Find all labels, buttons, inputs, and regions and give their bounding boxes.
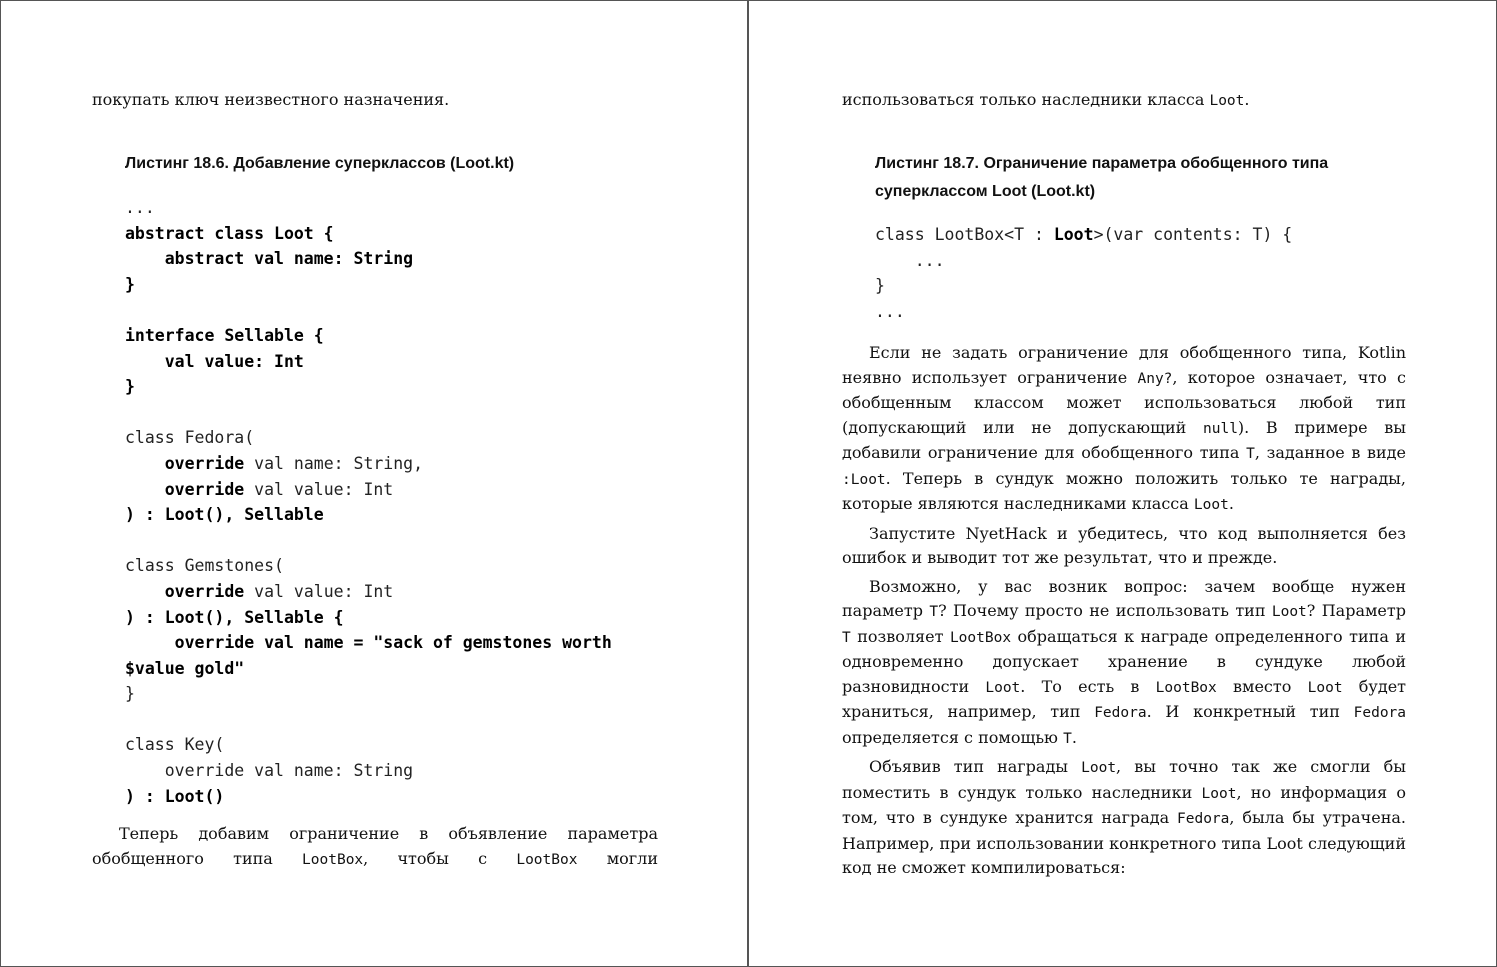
text-run: ? Почему просто не использовать тип [938, 601, 1272, 620]
listing-18-7-caption [875, 150, 1395, 206]
page-divider [747, 0, 749, 967]
text-run: . Теперь в сундук можно положить только те награды, которые являются наследниками класса [842, 468, 1406, 513]
code-line: class Fedora( [125, 428, 255, 448]
code-line: override val name = "sack of gemstones worth [125, 633, 612, 653]
code-line: } [875, 276, 885, 296]
code-line: } [125, 274, 135, 294]
code-t: T [929, 604, 939, 620]
code-lootbox: LootBox [302, 851, 364, 868]
text-run: обращаться к награде определенного типа и одновременно допускает хранение в сундуке любой разновидности [842, 626, 1406, 696]
code-fedora: Fedora [1177, 811, 1230, 827]
code-line [875, 222, 1292, 248]
code-line: ) : Loot() [125, 786, 225, 806]
text-run: позволяет [850, 626, 950, 646]
code-loot: Loot [1193, 497, 1229, 513]
code-loot: Loot [1307, 679, 1343, 696]
text-run: Если не задать ограничение для обобщенного типа, Kotlin неявно использует ограничение [842, 343, 1406, 387]
code-run: class LootBox<T : [875, 225, 1054, 244]
code-line [125, 707, 612, 733]
code-t: T [842, 629, 851, 646]
text-run: , которое означает, что с обобщенным классом может использоваться любой тип (допускающий или не допускающий [842, 367, 1407, 437]
text-run: , но информация о том, что в сундуке хранится награда [842, 782, 1407, 827]
code-lootbox: LootBox [949, 629, 1012, 646]
text-run: . [1244, 90, 1250, 109]
code-line: override val value: Int [164, 479, 394, 499]
code-lootbox: LootBox [516, 851, 578, 868]
left-page [92, 0, 658, 967]
code-line: override val name: String [125, 761, 414, 781]
code-line [125, 400, 612, 426]
code-run: >(var contents: T) { [1093, 225, 1293, 244]
code-fedora: Fedora [1094, 705, 1147, 721]
text-run: , чтобы с [363, 848, 488, 868]
code-t: T [1063, 730, 1072, 747]
code-line: ... [875, 250, 945, 270]
code-line: ) : Loot(), Sellable { [125, 607, 344, 627]
code-loot: Loot [1081, 760, 1117, 776]
text-run: обобщенного типа [92, 848, 273, 868]
code-loot: Loot [1201, 785, 1237, 802]
text-run: ). В примере вы добавили ограничение для обобщенного типа [842, 417, 1406, 462]
text-run: ? Параметр [1306, 601, 1406, 620]
left-bottom-line1: Теперь добавим ограничение в объявление параметра [119, 824, 658, 843]
text-run: , была бы утрачена. Например, при использовании конкретного типа Loot следующий код не сможет компилироваться: [842, 808, 1406, 877]
text-run: будет храниться, например, тип [842, 676, 1407, 721]
code-t: T [1246, 446, 1255, 462]
text-run: . То есть в [1020, 676, 1156, 696]
text-run: Объявив тип награды [869, 757, 1082, 776]
code-line [125, 297, 612, 323]
code-line: override val value: Int [164, 581, 394, 601]
left-top-text: покупать ключ неизвестного назначения. [92, 90, 450, 109]
paragraph-3 [842, 575, 1406, 752]
code-any: Any? [1137, 370, 1173, 387]
text-run: . [1228, 494, 1234, 513]
text-run: использоваться только наследники класса [842, 90, 1205, 109]
code-null: null [1203, 420, 1238, 437]
text-run: вместо [1216, 676, 1308, 696]
code-line: abstract class Loot { [125, 223, 334, 243]
text-run: , вы точно так же смогли бы поместить в сундук только наследники [842, 757, 1406, 802]
text-run: определяется с помощью [842, 727, 1064, 747]
right-top-text [842, 88, 1249, 114]
text-run: . И конкретный тип [1146, 702, 1354, 721]
code-line: } [125, 377, 135, 397]
code-run-bold: Loot [1053, 225, 1094, 244]
code-fedora: Fedora [1353, 705, 1407, 721]
paragraph-4 [842, 755, 1406, 881]
text-run: Возможно, у вас возник вопрос: зачем вообще нужен параметр [842, 576, 1406, 620]
listing-18-7-code [875, 222, 1292, 324]
code-loot: Loot [1271, 604, 1307, 620]
left-bottom-line2 [92, 847, 658, 873]
caption-line: Листинг 18.7. Ограничение параметра обобщенного типа [875, 155, 1329, 172]
listing-18-6-caption: Листинг 18.6. Добавление суперклассов (Loot.kt) [125, 155, 515, 172]
code-line: abstract val name: String [125, 249, 414, 269]
paragraph-1 [842, 341, 1406, 518]
code-line: val value: Int [125, 351, 304, 371]
code-line: } [125, 684, 135, 704]
text-run: . [1071, 727, 1077, 747]
right-page [842, 0, 1406, 967]
code-line [125, 528, 612, 554]
code-line: class Key( [125, 735, 225, 755]
code-line: $value gold" [125, 658, 245, 678]
code-line: ... [875, 301, 905, 321]
text-run: , заданное в виде [1254, 443, 1406, 462]
code-line: class Gemstones( [125, 556, 284, 576]
listing-18-6-code [125, 195, 612, 809]
code-loot: Loot [1209, 93, 1245, 109]
caption-line: суперклассом Loot (Loot.kt) [875, 183, 1096, 200]
code-line: ) : Loot(), Sellable [125, 505, 324, 525]
code-loot-bound: :Loot [842, 471, 886, 488]
code-line: ... [125, 198, 155, 217]
code-line: override val name: String, [164, 453, 424, 473]
paragraph-2: Запустите NyetHack и убедитесь, что код выполняется без ошибок и выводит тот же результат, что и прежде. [842, 523, 1406, 567]
code-loot: Loot [985, 679, 1021, 696]
code-line: interface Sellable { [125, 325, 324, 345]
code-lootbox: LootBox [1155, 679, 1217, 696]
right-body-text [842, 341, 1406, 881]
left-bottom-paragraph [92, 822, 658, 872]
text-run: могли [606, 848, 658, 868]
